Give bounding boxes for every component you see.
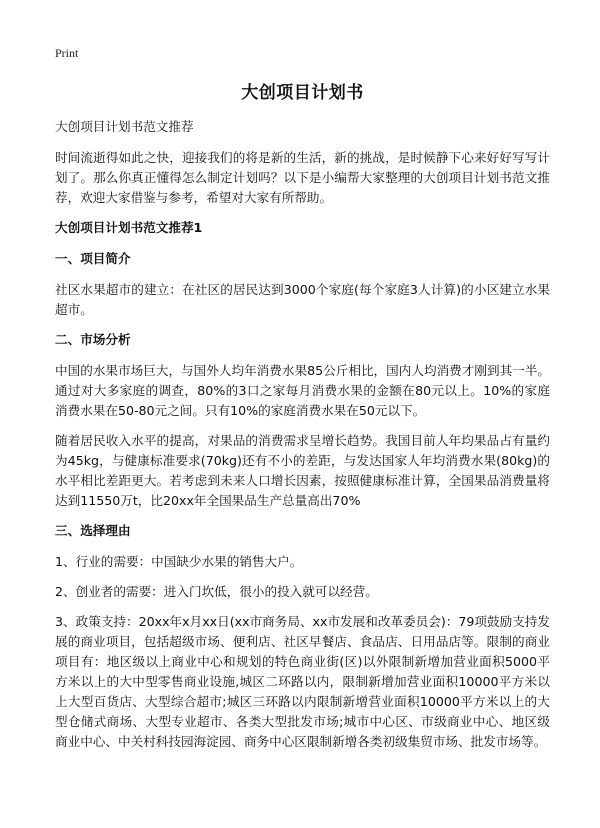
recommend-heading: 大创项目计划书范文推荐1 xyxy=(55,220,203,235)
intro-paragraph: 时间流逝得如此之快，迎接我们的将是新的生活，新的挑战，是时候静下心来好好写写计划了。那么你真正懂得怎么制定计划吗？以下是小编帮大家整理的大创项目计划书范文推荐，欢迎大家借鉴与参考，希望对大家有所帮助。 xyxy=(55,150,550,205)
section-market-analysis xyxy=(55,330,550,511)
document-title: 大创项目计划书 xyxy=(241,83,364,103)
section-paragraph: 中国的水果市场巨大，与国外人均年消费水果85公斤相比，国内人均消费才刚到其一半。通过对大多家庭的调查，80%的3口之家每月消费水果的金额在80元以上。10%的家庭消费水果在50-80元之间。只有10%的家庭消费水果在50元以下。 xyxy=(55,363,550,418)
section-paragraph: 随着居民收入水平的提高，对果品的消费需求呈增长趋势。我国目前人年均果品占有量约为45kg，与健康标准要求(70kg)还有不小的差距，与发达国家人年均消费水果(80kg)的水平相比差距更大。若考虑到未来人口增长因素，按照健康标准计算，全国果品消费量将达到11550万t，比20xx年全国果品生产总量高出70% xyxy=(55,433,550,508)
section-paragraph: 2、创业者的需要：进入门坎低，很小的投入就可以经营。 xyxy=(55,584,378,599)
section-project-intro xyxy=(55,249,550,320)
print-label: Print xyxy=(55,46,79,60)
section-paragraph: 1、行业的需要：中国缺少水果的销售大户。 xyxy=(55,554,303,569)
section-paragraph: 社区水果超市的建立：在社区的居民达到3000个家庭(每个家庭3人计算)的小区建立水果超市。 xyxy=(55,282,550,317)
document-content xyxy=(55,78,550,762)
document-subtitle: 大创项目计划书范文推荐 xyxy=(55,119,194,134)
section-heading: 一、项目简介 xyxy=(55,251,131,266)
section-heading: 二、市场分析 xyxy=(55,332,131,347)
section-paragraph: 3、政策支持：20xx年x月xx日(xx市商务局、xx市发展和改革委员会)：79项鼓励支持发展的商业项目，包括超级市场、便利店、社区早餐店、食品店、日用品店等。限制的商业项目有：地区级以上商业中心和规划的特色商业街(区)以外限制新增加营业面积5000平方米以上的大中型零售商业设施,城区二环路以内，限制新增加营业面积10000平方米以上大型百货店、大型综合超市;城区三环路以内限制新增营业面积10000平方米以上的大型仓储式商场、大型专业超市、各类大型批发市场;城市中心区、市级商业中心、地区级商业中心、中关村科技园海淀园、商务中心区限制新增各类初级集贸市场、批发市场等。 xyxy=(55,614,550,749)
section-selection-reasons xyxy=(55,521,550,752)
section-heading: 三、选择理由 xyxy=(55,523,131,538)
